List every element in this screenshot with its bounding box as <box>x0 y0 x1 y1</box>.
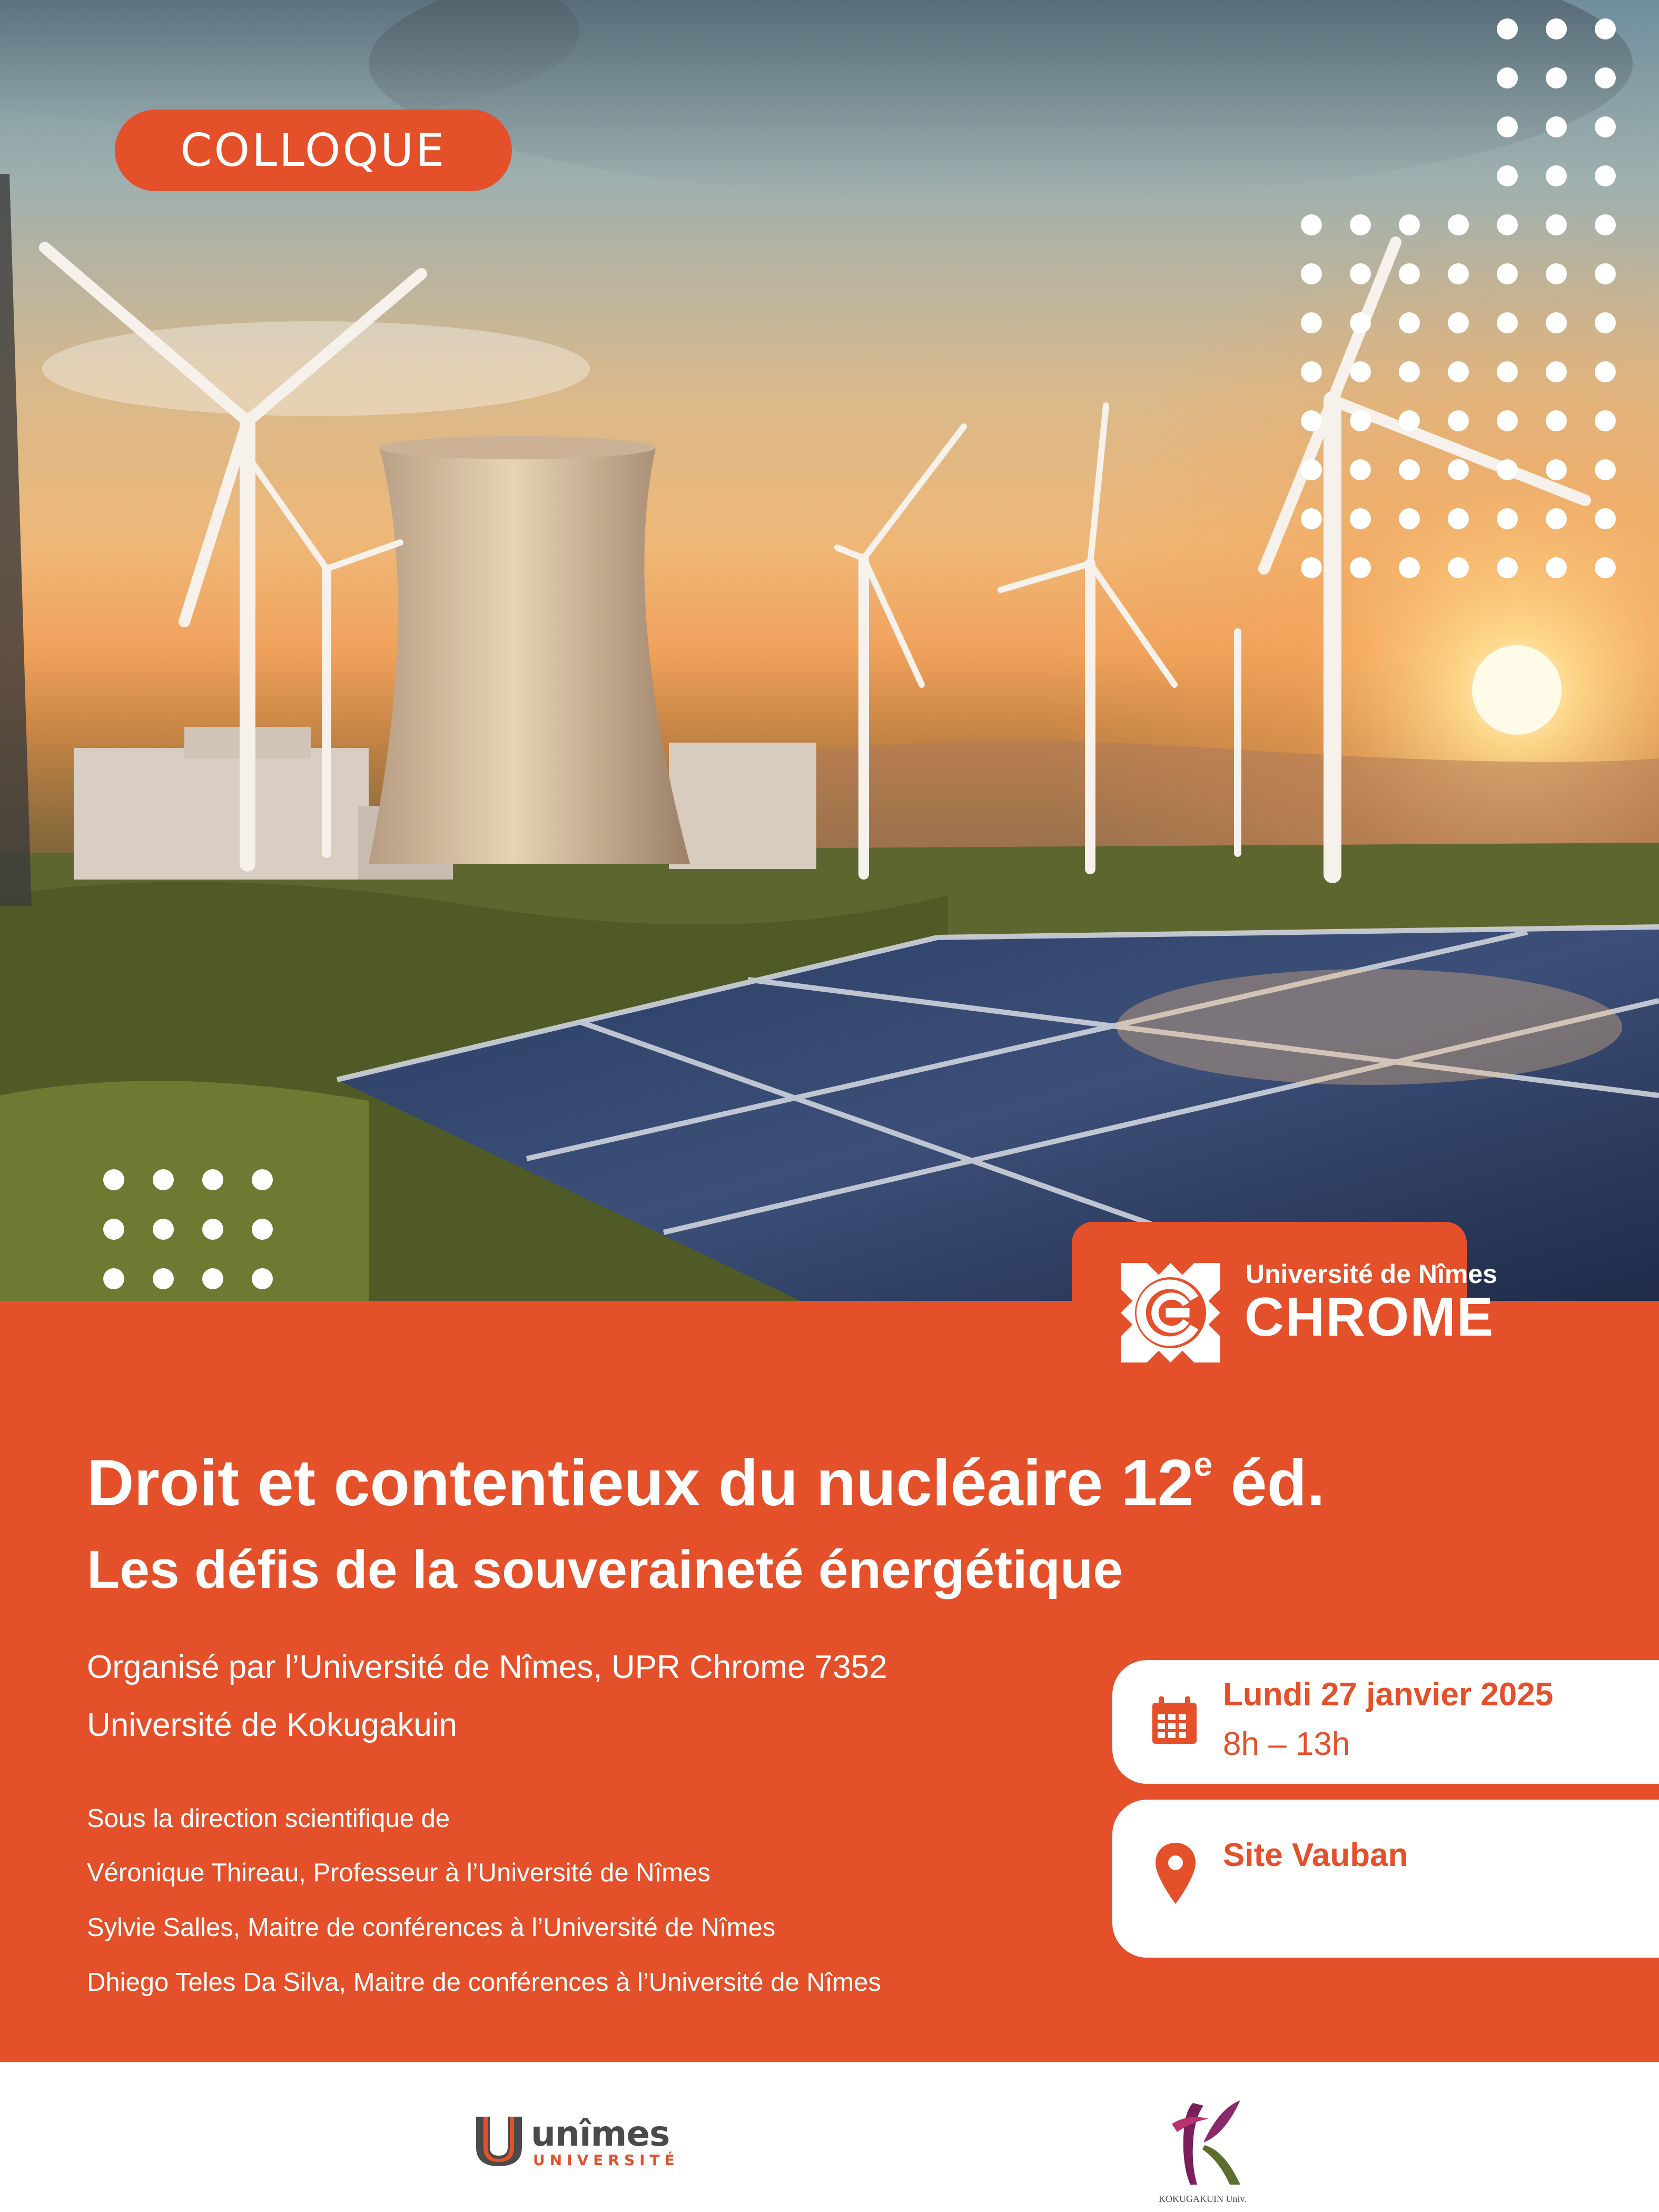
unimes-wordmark: unîmes <box>531 2114 670 2154</box>
org-chrome-label: CHROME <box>1245 1287 1495 1348</box>
partner-logos-footer <box>0 2062 1659 2212</box>
decorative-dot <box>1301 263 1322 284</box>
kokugakuin-caption: KOKUGAKUIN Univ. <box>1159 2194 1247 2204</box>
decorative-dot <box>1497 263 1518 284</box>
decorative-dot <box>1595 361 1616 382</box>
organizer-line: Université de Kokugakuin <box>87 1707 458 1743</box>
decorative-dot <box>1399 557 1420 578</box>
date-card <box>1112 1660 1659 1784</box>
decorative-dot <box>1448 263 1469 284</box>
decorative-dot <box>103 1169 124 1190</box>
decorative-dot <box>1448 361 1469 382</box>
decorative-dot <box>1301 312 1322 333</box>
decorative-dot <box>1595 312 1616 333</box>
decorative-dot <box>1350 557 1371 578</box>
decorative-dot <box>1595 18 1616 39</box>
decorative-dot <box>1448 214 1469 235</box>
decorative-dot <box>1595 410 1616 431</box>
decorative-dot <box>1399 508 1420 529</box>
decorative-dot <box>1497 18 1518 39</box>
decorative-dot <box>1497 459 1518 480</box>
organizer-line: Organisé par l’Université de Nîmes, UPR Chrome 7352 <box>87 1649 887 1685</box>
decorative-dot <box>1301 214 1322 235</box>
decorative-dot <box>1595 557 1616 578</box>
decorative-dot <box>1448 312 1469 333</box>
unimes-subtitle: UNIVERSITÉ <box>533 2151 679 2169</box>
decorative-dot <box>1497 508 1518 529</box>
unimes-logo <box>474 2114 679 2172</box>
decorative-dot <box>1448 557 1469 578</box>
event-date: Lundi 27 janvier 2025 <box>1223 1676 1554 1713</box>
decorative-dot <box>1497 312 1518 333</box>
decorative-dot <box>1399 263 1420 284</box>
decorative-dot <box>1546 508 1567 529</box>
decorative-dot <box>1546 557 1567 578</box>
decorative-dot <box>1301 557 1322 578</box>
decorative-dot <box>1497 361 1518 382</box>
dot-pattern-left <box>103 1169 272 1301</box>
decorative-dot <box>1546 165 1567 186</box>
decorative-dot <box>1350 361 1371 382</box>
decorative-dot <box>1399 459 1420 480</box>
edition-superscript: e <box>1193 1445 1213 1483</box>
decorative-dot <box>1448 459 1469 480</box>
decorative-dot <box>103 1268 124 1289</box>
decorative-dot <box>1546 263 1567 284</box>
decorative-dot <box>1497 214 1518 235</box>
decorative-dot <box>252 1268 273 1289</box>
decorative-dot <box>1301 459 1322 480</box>
decorative-dot <box>1497 67 1518 88</box>
decorative-dot <box>1595 459 1616 480</box>
decorative-dot <box>1595 263 1616 284</box>
decorative-dot <box>1546 361 1567 382</box>
decorative-dot <box>1595 67 1616 88</box>
decorative-dot <box>1448 508 1469 529</box>
chrome-logo-tab <box>1072 1222 1497 1380</box>
decorative-dot <box>1497 116 1518 137</box>
calendar-icon <box>1148 1694 1201 1747</box>
decorative-dot <box>1448 410 1469 431</box>
kokugakuin-logo-icon <box>1161 2092 1256 2193</box>
decorative-dot <box>1595 116 1616 137</box>
unimes-logo-icon <box>474 2115 524 2167</box>
decorative-dot <box>1595 508 1616 529</box>
event-location: Site Vauban <box>1223 1837 1408 1873</box>
decorative-dot <box>1350 459 1371 480</box>
decorative-dot <box>1350 214 1371 235</box>
decorative-dot <box>1301 361 1322 382</box>
decorative-dot <box>1399 214 1420 235</box>
decorative-dot <box>1350 508 1371 529</box>
colloque-badge: COLLOQUE <box>115 110 512 191</box>
decorative-dot <box>202 1169 223 1190</box>
chrome-logo-icon <box>1111 1253 1230 1372</box>
decorative-dot <box>1546 116 1567 137</box>
location-pin-icon <box>1154 1842 1197 1905</box>
decorative-dot <box>1595 165 1616 186</box>
decorative-dot <box>252 1219 273 1240</box>
decorative-dot <box>1497 410 1518 431</box>
decorative-dot <box>103 1219 124 1240</box>
decorative-dot <box>1350 410 1371 431</box>
decorative-dot <box>1546 459 1567 480</box>
decorative-dot <box>1497 557 1518 578</box>
decorative-dot <box>1546 18 1567 39</box>
decorative-dot <box>1399 410 1420 431</box>
decorative-dot <box>1350 263 1371 284</box>
director-name: Dhiego Teles Da Silva, Maitre de conférences à l’Université de Nîmes <box>87 1968 881 1997</box>
decorative-dot <box>1301 410 1322 431</box>
decorative-dot <box>202 1268 223 1289</box>
event-hours: 8h – 13h <box>1223 1726 1350 1762</box>
org-university-label: Université de Nîmes <box>1246 1259 1497 1289</box>
decorative-dot <box>202 1219 223 1240</box>
decorative-dot <box>1546 410 1567 431</box>
decorative-dot <box>252 1169 273 1190</box>
decorative-dot <box>153 1169 174 1190</box>
director-name: Véronique Thireau, Professeur à l’Université de Nîmes <box>87 1859 710 1887</box>
decorative-dot <box>1546 67 1567 88</box>
decorative-dot <box>1399 361 1420 382</box>
direction-intro: Sous la direction scientifique de <box>87 1804 450 1833</box>
decorative-dot <box>1497 165 1518 186</box>
decorative-dot <box>1399 312 1420 333</box>
event-title: Droit et contentieux du nucléaire 12e éd. <box>87 1445 1325 1519</box>
dot-pattern-top-right <box>1301 18 1638 582</box>
decorative-dot <box>1595 214 1616 235</box>
event-subtitle: Les défis de la souveraineté énergétique <box>87 1539 1123 1599</box>
director-name: Sylvie Salles, Maitre de conférences à l’Université de Nîmes <box>87 1913 776 1942</box>
decorative-dot <box>153 1268 174 1289</box>
decorative-dot <box>153 1219 174 1240</box>
decorative-dot <box>1301 508 1322 529</box>
decorative-dot <box>1546 312 1567 333</box>
decorative-dot <box>1350 312 1371 333</box>
location-card <box>1112 1800 1659 1958</box>
decorative-dot <box>1546 214 1567 235</box>
